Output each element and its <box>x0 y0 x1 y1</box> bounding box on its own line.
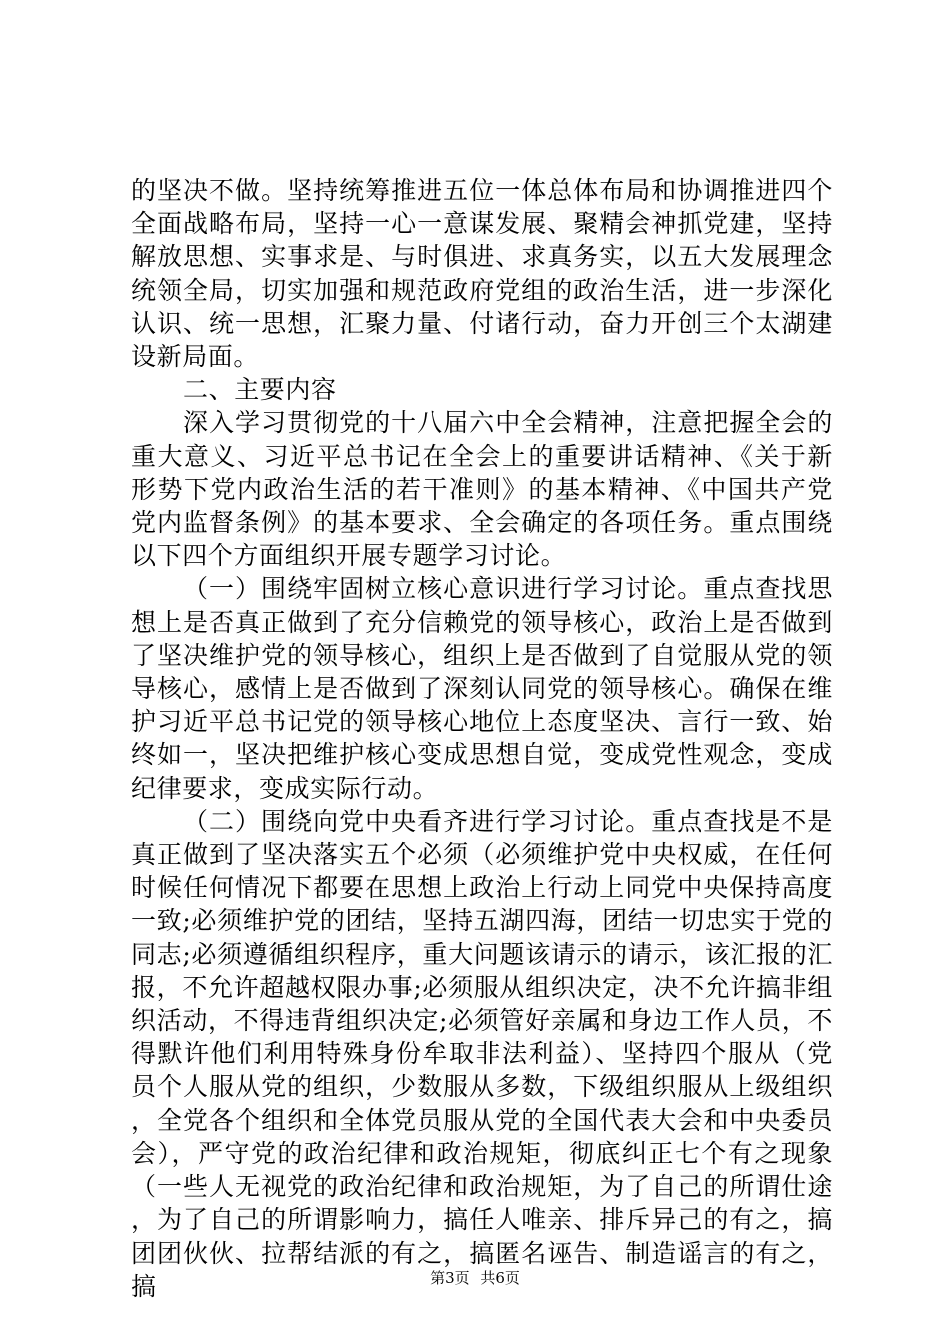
page-number: 第3页 <box>430 1269 470 1287</box>
paragraph-intro: 深入学习贯彻党的十八届六中全会精神，注意把握全会的重大意义、习近平总书记在全会上的重要讲话精神、《关于新形势下党内政治生活的若干准则》的基本精神、《中国共产党党内监督条例》的基本要求、全会确定的各项任务。重点围绕以下四个方面组织开展专题学习讨论。 <box>131 408 833 571</box>
document-body <box>131 174 833 1303</box>
page-total: 共6页 <box>480 1269 520 1287</box>
section-heading: 二、主要内容 <box>183 375 337 405</box>
page-footer <box>0 1268 950 1288</box>
paragraph-item-2: （二）围绕向党中央看齐进行学习讨论。重点查找是不是真正做到了坚决落实五个必须（必须维护党中央权威，在任何时候任何情况下都要在思想上政治上行动上同党中央保持高度一致;必须维护党的团结，坚持五湖四海，团结一切忠实于党的同志;必须遵循组织程序，重大问题该请示的请示，该汇报的汇报，不允许超越权限办事;必须服从组织决定，决不允许搞非组织活动，不得违背组织决定;必须管好亲属和身边工作人员，不得默许他们利用特殊身份牟取非法利益）、坚持四个服从（党员个人服从党的组织，少数服从多数，下级组织服从上级组织，全党各个组织和全体党员服从党的全国代表大会和中央委员会），严守党的政治纪律和政治规矩，彻底纠正七个有之现象（一些人无视党的政治纪律和政治规矩，为了自己的所谓仕途，为了自己的所谓影响力，搞任人唯亲、排斥异己的有之，搞团团伙伙、拉帮结派的有之，搞匿名诬告、制造谣言的有之，搞 <box>131 806 833 1301</box>
paragraph-item-1: （一）围绕牢固树立核心意识进行学习讨论。重点查找思想上是否真正做到了充分信赖党的领导核心，政治上是否做到了坚决维护党的领导核心，组织上是否做到了自觉服从党的领导核心，感情上是否做到了深刻认同党的领导核心。确保在维护习近平总书记党的领导核心地位上态度坚决、言行一致、始终如一，坚决把维护核心变成思想自觉，变成党性观念，变成纪律要求，变成实际行动。 <box>131 574 833 803</box>
paragraph-continuation: 的坚决不做。坚持统筹推进五位一体总体布局和协调推进四个全面战略布局，坚持一心一意谋发展、聚精会神抓党建，坚持解放思想、实事求是、与时俱进、求真务实，以五大发展理念统领全局，切实加强和规范政府党组的政治生活，进一步深化认识、统一思想，汇聚力量、付诸行动，奋力开创三个太湖建设新局面。 <box>131 176 833 372</box>
